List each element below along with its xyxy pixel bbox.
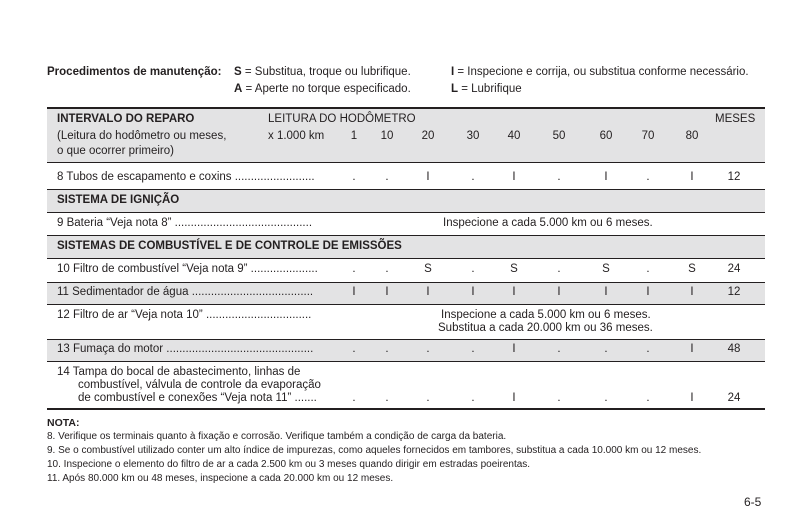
row-14-mark: . xyxy=(604,392,608,404)
row-8-mark: . xyxy=(646,171,650,183)
row-13-mark: . xyxy=(352,343,356,355)
row-11-mark: I xyxy=(646,286,650,298)
km-col-60: 60 xyxy=(599,130,613,142)
row-10-mark: S xyxy=(688,263,696,275)
row-8-label: 8 Tubos de escapamento e coxins ......................... xyxy=(57,171,315,183)
table-bottom-rule xyxy=(47,408,765,410)
legend-title: Procedimentos de manutenção: xyxy=(47,66,222,78)
row-13-mark: . xyxy=(646,343,650,355)
row-8-mark: I xyxy=(604,171,608,183)
row-11-months: 12 xyxy=(727,286,741,298)
row-11-mark: I xyxy=(471,286,475,298)
table-top-rule xyxy=(47,107,765,109)
interval-title: INTERVALO DO REPARO xyxy=(57,113,195,125)
row-14-mark: . xyxy=(646,392,650,404)
row-14-mark: I xyxy=(690,392,694,404)
row-12-note-1: Inspecione a cada 5.000 km ou 6 meses. xyxy=(441,309,651,321)
km-col-50: 50 xyxy=(552,130,566,142)
rule-9 xyxy=(47,235,765,236)
note-9: 9. Se o combustível utilizado conter um alto índice de impurezas, como aqueles fornecidos em tambores, substitua a cada 10.000 km ou 12 meses. xyxy=(47,445,702,456)
notes-title: NOTA: xyxy=(47,417,80,429)
rule-8 xyxy=(47,189,765,190)
rule-11 xyxy=(47,304,765,305)
row-13-mark: . xyxy=(471,343,475,355)
row-14-mark: I xyxy=(512,392,516,404)
rule-12 xyxy=(47,339,765,340)
row-14-line-1: 14 Tampa do bocal de abastecimento, linhas de xyxy=(57,366,301,378)
row-13-mark: I xyxy=(690,343,694,355)
row-13-months: 48 xyxy=(727,343,741,355)
row-10-mark: S xyxy=(602,263,610,275)
row-8-mark: I xyxy=(512,171,516,183)
months-label: MESES xyxy=(715,113,756,125)
row-14-mark: . xyxy=(557,392,561,404)
km-col-1: 1 xyxy=(350,130,358,142)
row-14-line-3: de combustível e conexões “Veja nota 11” ....... xyxy=(78,392,317,404)
rule-header xyxy=(47,162,765,163)
row-10-mark: S xyxy=(424,263,432,275)
row-11-label: 11 Sedimentador de água ...................................... xyxy=(57,286,314,298)
row-8-mark: I xyxy=(426,171,430,183)
row-11-mark: I xyxy=(512,286,516,298)
rule-ign xyxy=(47,212,765,213)
odometer-label: LEITURA DO HODÔMETRO xyxy=(268,113,416,125)
row-11-mark: I xyxy=(557,286,561,298)
km-col-20: 20 xyxy=(421,130,435,142)
legend-l: L = Lubrifique xyxy=(451,83,522,95)
row-9-label: 9 Bateria “Veja nota 8” ........................................... xyxy=(57,217,313,229)
row-13-mark: . xyxy=(557,343,561,355)
row-8-mark: . xyxy=(557,171,561,183)
km-col-10: 10 xyxy=(380,130,394,142)
row-13-mark: . xyxy=(426,343,430,355)
note-8: 8. Verifique os terminais quanto à fixação e corrosão. Verifique também a condição de carga da bateria. xyxy=(47,431,507,442)
row-12-note-2: Substitua a cada 20.000 km ou 36 meses. xyxy=(438,322,653,334)
km-unit: x 1.000 km xyxy=(268,130,325,142)
row-13-mark: . xyxy=(604,343,608,355)
row-14-mark: . xyxy=(471,392,475,404)
rule-13 xyxy=(47,361,765,362)
row-14-mark: . xyxy=(426,392,430,404)
row-11-mark: I xyxy=(426,286,430,298)
row-13-mark: I xyxy=(512,343,516,355)
row-14-mark: . xyxy=(352,392,356,404)
note-10: 10. Inspecione o elemento do filtro de ar a cada 2.500 km ou 3 meses quando dirigir em estradas poeirentas. xyxy=(47,459,531,470)
row-9-note: Inspecione a cada 5.000 km ou 6 meses. xyxy=(443,217,653,229)
legend-i: I = Inspecione e corrija, ou substitua conforme necessário. xyxy=(451,66,749,78)
row-10-mark: . xyxy=(646,263,650,275)
row-10-mark: . xyxy=(385,263,389,275)
km-col-40: 40 xyxy=(507,130,521,142)
section-fuel: SISTEMAS DE COMBUSTÍVEL E DE CONTROLE DE EMISSÕES xyxy=(57,240,402,252)
row-8-months: 12 xyxy=(727,171,741,183)
rule-fuel xyxy=(47,258,765,259)
row-8-mark: I xyxy=(690,171,694,183)
note-11: 11. Após 80.000 km ou 48 meses, inspecione a cada 20.000 km ou 12 meses. xyxy=(47,473,394,484)
interval-sub-1: (Leitura do hodômetro ou meses, xyxy=(57,130,227,142)
row-14-months: 24 xyxy=(727,392,741,404)
row-14-mark: . xyxy=(385,392,389,404)
page-number: 6-5 xyxy=(744,495,762,509)
row-10-label: 10 Filtro de combustível “Veja nota 9” ..................... xyxy=(57,263,318,275)
row-13-label: 13 Fumaça do motor .............................................. xyxy=(57,343,314,355)
row-8-mark: . xyxy=(471,171,475,183)
row-10-mark: S xyxy=(510,263,518,275)
legend-s: S = Substitua, troque ou lubrifique. xyxy=(234,66,411,78)
row-13-mark: . xyxy=(385,343,389,355)
row-10-months: 24 xyxy=(727,263,741,275)
km-col-30: 30 xyxy=(466,130,480,142)
legend-a: A = Aperte no torque especificado. xyxy=(234,83,411,95)
km-col-70: 70 xyxy=(641,130,655,142)
row-10-mark: . xyxy=(557,263,561,275)
row-11-mark: I xyxy=(352,286,356,298)
interval-sub-2: o que ocorrer primeiro) xyxy=(57,145,174,157)
row-11-mark: I xyxy=(690,286,694,298)
row-12-label: 12 Filtro de ar “Veja nota 10” ................................. xyxy=(57,309,312,321)
row-11-mark: I xyxy=(604,286,608,298)
row-8-mark: . xyxy=(352,171,356,183)
km-col-80: 80 xyxy=(685,130,699,142)
rule-10 xyxy=(47,282,765,283)
section-ignition: SISTEMA DE IGNIÇÃO xyxy=(57,194,180,206)
row-10-mark: . xyxy=(352,263,356,275)
row-8-mark: . xyxy=(385,171,389,183)
row-10-mark: . xyxy=(471,263,475,275)
row-11-mark: I xyxy=(385,286,389,298)
row-14-line-2: combustível, válvula de controle da evaporação xyxy=(78,379,321,391)
